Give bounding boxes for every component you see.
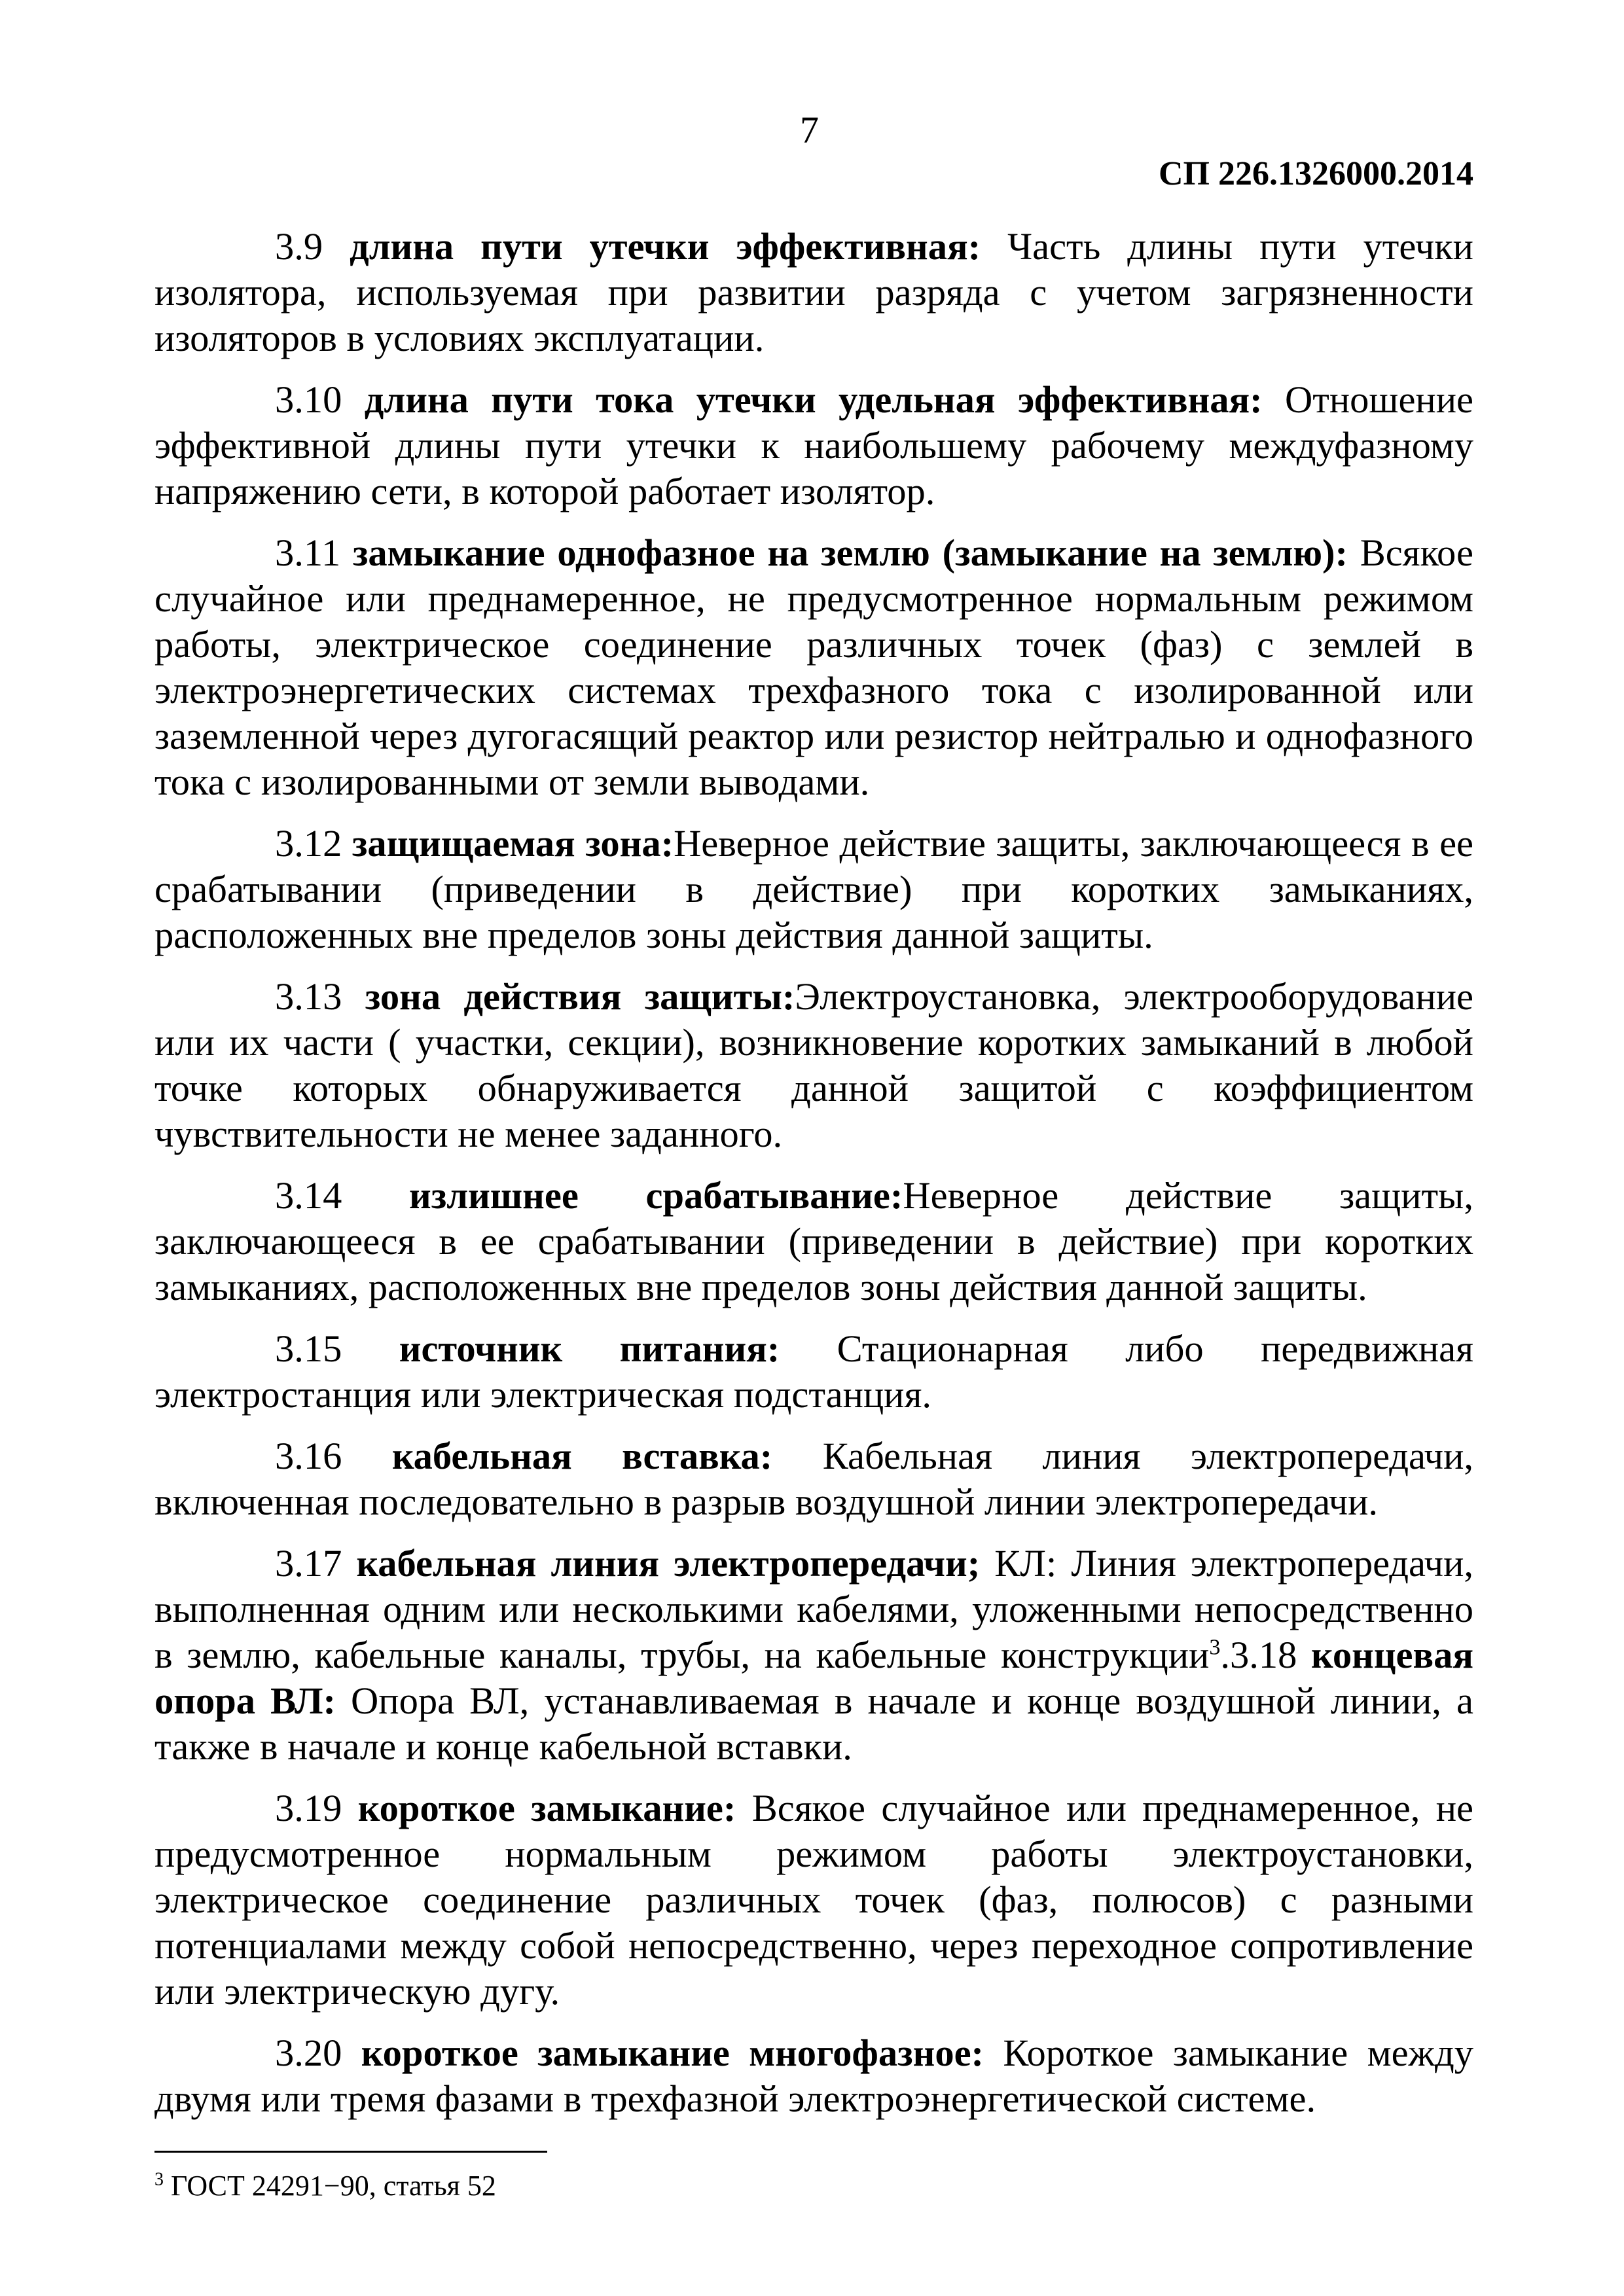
term: короткое замыкание многофазное: bbox=[361, 2032, 984, 2074]
clause-number: 3.12 bbox=[275, 822, 352, 865]
definition-text: Опора ВЛ, устанавливаемая в начале и конце воздушной линии, а также в начале и конце кабельной вставки. bbox=[154, 1679, 1473, 1768]
term: кабельная линия электропередачи; bbox=[356, 1542, 981, 1585]
term: концевая опора ВЛ: bbox=[154, 1634, 1473, 1722]
term: зона действия защиты: bbox=[365, 975, 795, 1018]
term: излишнее срабатывание: bbox=[409, 1174, 903, 1217]
definition-text: КЛ: Линия электропередачи, выполненная одним или несколькими кабелями, уложенными непосредственно в землю, кабельные каналы, трубы, на кабельные конструкции bbox=[154, 1542, 1474, 1676]
clause-number: 3.10 bbox=[275, 378, 365, 421]
document-code: СП 226.1326000.2014 bbox=[1159, 155, 1473, 192]
definition-3-15 bbox=[154, 1326, 1473, 1418]
definition-text: Электроустановка, электрооборудование или их части ( участки, секции), возникновение коротких замыканий в любой точке которых обнаруживается данной защитой с коэффициентом чувствительности не менее заданного. bbox=[154, 975, 1474, 1155]
term: кабельная вставка: bbox=[391, 1435, 773, 1477]
clause-number: .3.18 bbox=[1220, 1634, 1311, 1676]
page-number: 7 bbox=[800, 109, 819, 151]
definition-text: Неверное действие защиты, заключающееся в ее срабатывании (приведении в действие) при коротких замыканиях, расположенных вне пределов зоны действия данной защиты. bbox=[154, 1174, 1473, 1308]
definition-text: Отношение эффективной длины пути утечки к наибольшему рабочему междуфазному напряжению сети, в которой работает изолятор. bbox=[154, 378, 1473, 512]
document-body bbox=[154, 224, 1473, 2138]
clause-number: 3.17 bbox=[275, 1542, 357, 1585]
clause-number: 3.19 bbox=[275, 1787, 358, 1829]
definition-3-13 bbox=[154, 974, 1473, 1157]
clause-number: 3.15 bbox=[275, 1327, 399, 1370]
definition-text: Неверное действие защиты, заключающееся в ее срабатывании (приведении в действие) при коротких замыканиях, расположенных вне пределов зоны действия данной защиты. bbox=[154, 822, 1474, 956]
definition-text: Короткое замыкание между двумя или тремя фазами в трехфазной электроэнергетической системе. bbox=[154, 2032, 1473, 2120]
footnote-reference: 3 bbox=[1209, 1635, 1221, 1660]
clause-number: 3.9 bbox=[275, 225, 350, 268]
clause-number: 3.13 bbox=[275, 975, 365, 1018]
definition-3-10 bbox=[154, 377, 1473, 514]
footnote bbox=[154, 2169, 496, 2202]
definition-text: Стационарная либо передвижная электростанция или электрическая подстанция. bbox=[154, 1327, 1474, 1416]
definition-text: Часть длины пути утечки изолятора, используемая при развитии разряда с учетом загрязненности изоляторов в условиях эксплуатации. bbox=[154, 225, 1473, 359]
definition-3-12 bbox=[154, 821, 1473, 958]
definition-3-17 bbox=[154, 1541, 1473, 1770]
definition-text: Кабельная линия электропередачи, включенная последовательно в разрыв воздушной линии электропередачи. bbox=[154, 1435, 1474, 1523]
definition-3-9 bbox=[154, 224, 1473, 361]
term: длина пути утечки эффективная: bbox=[350, 225, 981, 268]
clause-number: 3.20 bbox=[275, 2032, 361, 2074]
definition-3-14 bbox=[154, 1173, 1473, 1310]
term: источник питания: bbox=[399, 1327, 780, 1370]
clause-number: 3.14 bbox=[275, 1174, 410, 1217]
clause-number: 3.11 bbox=[275, 531, 353, 574]
term: короткое замыкание: bbox=[357, 1787, 736, 1829]
definition-text: Всякое случайное или преднамеренное, не предусмотренное нормальным режимом работы, электрическое соединение различных точек (фаз) с землей в электроэнергетических системах трехфазного тока с изолированной или заземленной через дугогасящий реактор или резистор нейтралью и однофазного тока с изолированными от земли выводами. bbox=[154, 531, 1473, 803]
clause-number: 3.16 bbox=[275, 1435, 392, 1477]
definition-3-19 bbox=[154, 1785, 1473, 2015]
footnote-text: ГОСТ 24291−90, статья 52 bbox=[164, 2170, 496, 2202]
definition-text: Всякое случайное или преднамеренное, не предусмотренное нормальным режимом работы электроустановки, электрическое соединение различных точек (фаз, полюсов) с разными потенциалами между собой непосредственно, через переходное сопротивление или электрическую дугу. bbox=[154, 1787, 1474, 2013]
definition-3-11 bbox=[154, 530, 1473, 805]
term: защищаемая зона: bbox=[352, 822, 674, 865]
term: длина пути тока утечки удельная эффективная: bbox=[364, 378, 1263, 421]
definition-3-20 bbox=[154, 2030, 1473, 2122]
footnote-separator bbox=[154, 2151, 547, 2153]
footnote-mark: 3 bbox=[154, 2169, 164, 2190]
definition-3-16 bbox=[154, 1433, 1473, 1525]
term: замыкание однофазное на землю (замыкание на землю): bbox=[352, 531, 1348, 574]
